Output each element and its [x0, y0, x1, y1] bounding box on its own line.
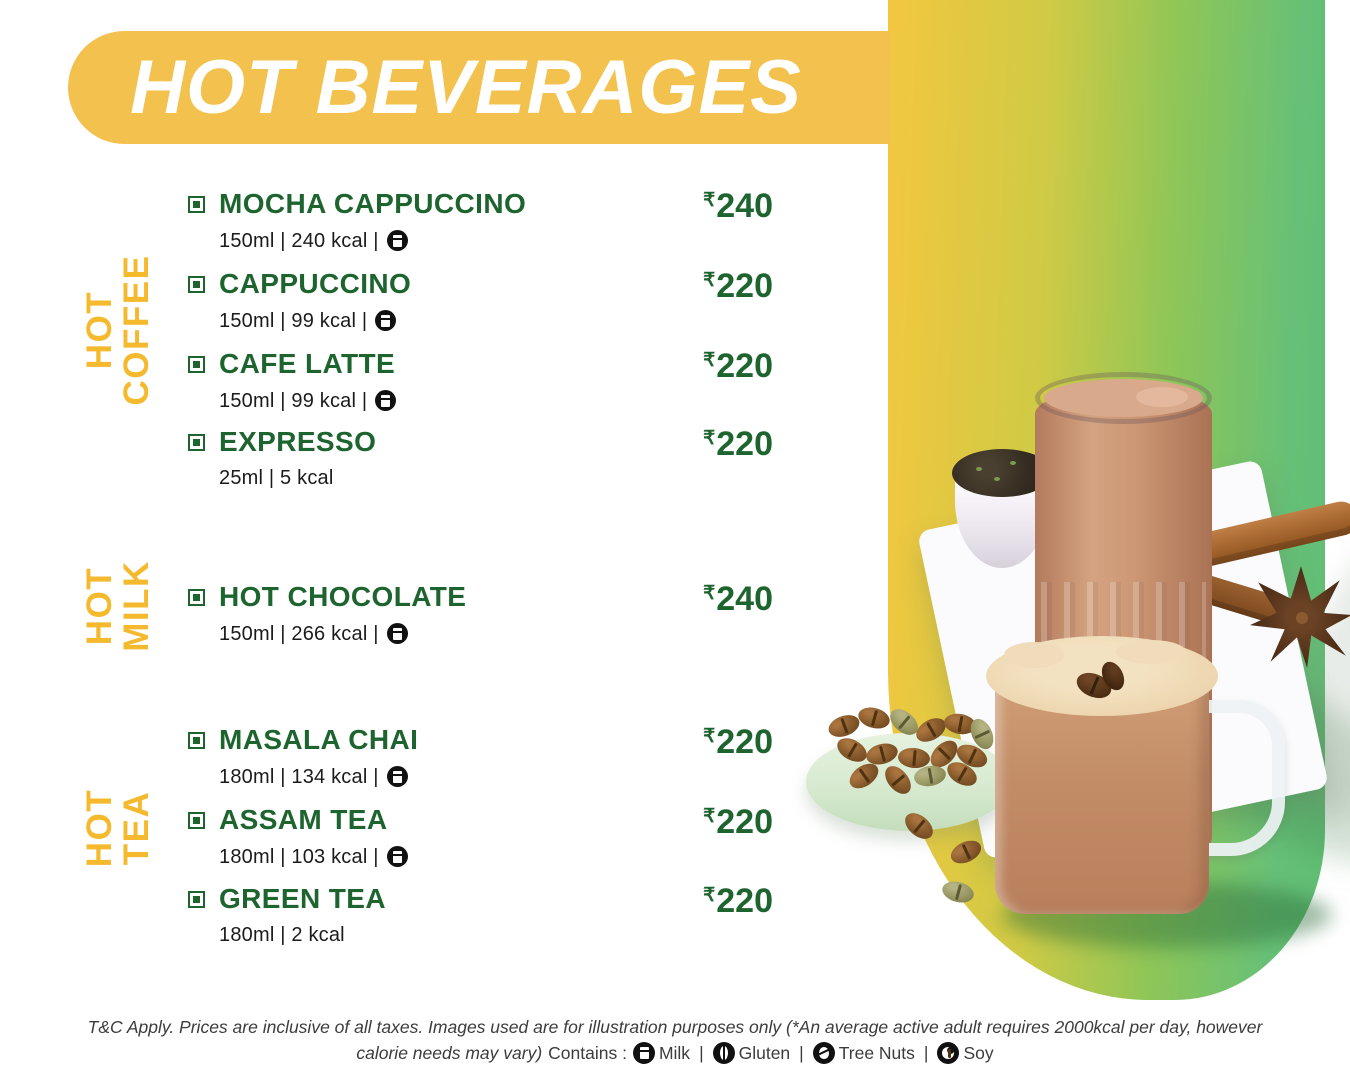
tree-nuts-icon: [813, 1042, 835, 1064]
item-name: HOT CHOCOLATE: [219, 581, 467, 612]
item-details: 150ml | 266 kcal |: [219, 623, 773, 644]
allergen-legend: [548, 1042, 993, 1066]
item-price: ₹220: [703, 723, 773, 761]
rupee-symbol: ₹: [703, 428, 716, 449]
section-label-line: HOT: [79, 566, 119, 646]
item-price: ₹240: [703, 187, 773, 225]
item-details: 180ml | 134 kcal |: [219, 766, 773, 787]
item-details: 150ml | 99 kcal |: [219, 390, 773, 411]
section-label-line: HOT: [79, 788, 119, 868]
section-label-hot-coffee: [81, 255, 155, 406]
item-name: GREEN TEA: [219, 883, 386, 914]
item-name: CAPPUCCINO: [219, 268, 412, 299]
separator: |: [699, 1042, 704, 1063]
milk-icon: [375, 310, 396, 331]
section-label-line: MILK: [117, 560, 156, 652]
menu-item-assam-tea: [188, 805, 773, 867]
coffee-bean: [826, 711, 863, 741]
milk-icon: [375, 390, 396, 411]
terms-text-line1: T&C Apply. Prices are inclusive of all taxes. Images used are for illustration purposes only (*An average active adult requires 2000kcal per day, however: [87, 1017, 1263, 1037]
rupee-symbol: ₹: [703, 583, 716, 604]
rupee-symbol: ₹: [703, 350, 716, 371]
title-banner: [68, 31, 890, 144]
veg-mark-icon: [188, 732, 205, 749]
soy-icon: [937, 1042, 959, 1064]
item-details: 25ml | 5 kcal: [219, 467, 334, 489]
item-price: ₹240: [703, 580, 773, 618]
contains-label: Contains :: [548, 1042, 627, 1063]
item-name: MASALA CHAI: [219, 724, 419, 755]
menu-item-cappuccino: [188, 269, 773, 331]
veg-mark-icon: [188, 276, 205, 293]
coffee-bean: [856, 704, 892, 732]
milk-icon: [387, 766, 408, 787]
item-price: ₹220: [703, 803, 773, 841]
rupee-symbol: ₹: [703, 190, 716, 211]
allergen-soy: Soy: [937, 1042, 993, 1066]
menu-item-green-tea: [188, 884, 773, 945]
item-name: EXPRESSO: [219, 426, 377, 457]
separator: |: [799, 1042, 804, 1063]
section-label-hot-milk: [81, 560, 155, 652]
gluten-icon: [713, 1042, 735, 1064]
item-details: 150ml | 240 kcal |: [219, 230, 773, 251]
item-price: ₹220: [703, 882, 773, 920]
section-label-hot-tea: [81, 789, 155, 867]
mug-handle: [1198, 700, 1285, 856]
menu-item-expresso: [188, 427, 773, 488]
terms-text-line2: calorie needs may vary): [356, 1042, 543, 1063]
milk-icon: [387, 846, 408, 867]
item-price: ₹220: [703, 267, 773, 305]
separator: |: [923, 1042, 929, 1063]
menu-item-mocha-cappuccino: [188, 189, 773, 251]
milk-icon: [387, 230, 408, 251]
section-label-line: TEA: [117, 790, 156, 866]
allergen-milk: Milk: [633, 1042, 690, 1066]
item-price: ₹220: [703, 347, 773, 385]
allergen-gluten: Gluten: [713, 1042, 791, 1066]
item-name: CAFE LATTE: [219, 348, 396, 379]
menu-item-cafe-latte: [188, 349, 773, 411]
page-title: HOT BEVERAGES: [130, 44, 802, 130]
veg-mark-icon: [188, 812, 205, 829]
chai-glass-rim: [1035, 372, 1212, 424]
item-price: ₹220: [703, 425, 773, 463]
section-label-line: COFFEE: [117, 254, 156, 406]
rupee-symbol: ₹: [703, 806, 716, 827]
menu-item-hot-chocolate: [188, 582, 773, 644]
section-label-line: HOT: [79, 290, 119, 370]
veg-mark-icon: [188, 589, 205, 606]
milk-icon: [633, 1042, 655, 1064]
footer: [0, 1016, 1350, 1065]
veg-mark-icon: [188, 196, 205, 213]
milk-icon: [387, 623, 408, 644]
rupee-symbol: ₹: [703, 726, 716, 747]
item-details: 180ml | 103 kcal |: [219, 846, 773, 867]
veg-mark-icon: [188, 356, 205, 373]
rupee-symbol: ₹: [703, 885, 716, 906]
item-name: ASSAM TEA: [219, 804, 388, 835]
menu-item-masala-chai: [188, 725, 773, 787]
item-name: MOCHA CAPPUCCINO: [219, 188, 527, 219]
veg-mark-icon: [188, 891, 205, 908]
item-details: 150ml | 99 kcal |: [219, 310, 773, 331]
veg-mark-icon: [188, 434, 205, 451]
rupee-symbol: ₹: [703, 270, 716, 291]
item-details: 180ml | 2 kcal: [219, 924, 345, 946]
allergen-tree-nuts: Tree Nuts: [813, 1042, 915, 1066]
